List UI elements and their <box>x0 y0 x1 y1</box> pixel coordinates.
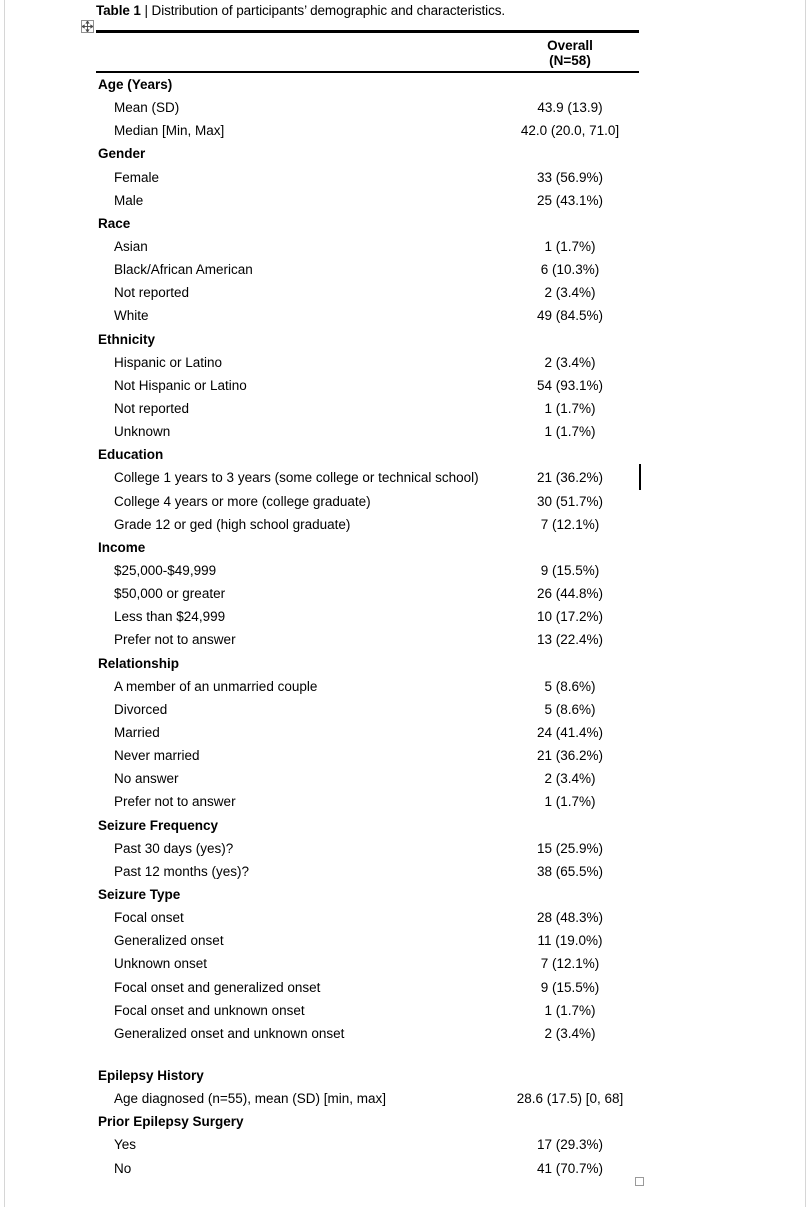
row-value: 33 (56.9%) <box>536 169 604 185</box>
table-move-handle[interactable] <box>81 20 94 33</box>
row-value: 2 (3.4%) <box>544 771 596 787</box>
table-caption-text: Distribution of participants’ demographic and characteristics. <box>151 3 506 18</box>
table-row <box>96 166 639 189</box>
row-value: 1 (1.7%) <box>544 424 596 440</box>
table-row <box>96 189 639 212</box>
section-header-row <box>96 536 639 559</box>
table-top-rule <box>96 30 639 33</box>
row-label: Age diagnosed (n=55), mean (SD) [min, max] <box>114 1091 387 1107</box>
table-row <box>96 281 639 304</box>
table-row <box>96 860 639 883</box>
row-value: 9 (15.5%) <box>540 979 600 995</box>
page-right-edge <box>805 0 806 1207</box>
row-label: No answer <box>114 771 179 787</box>
section-header-row <box>96 443 639 466</box>
row-label: Focal onset <box>114 910 184 926</box>
table-row <box>96 952 639 975</box>
row-value: 49 (84.5%) <box>536 308 604 324</box>
row-value: 25 (43.1%) <box>536 192 604 208</box>
table-row <box>96 490 639 513</box>
row-label: Mean (SD) <box>114 100 180 116</box>
row-value: 1 (1.7%) <box>544 794 596 810</box>
section-header-row <box>96 73 639 96</box>
table-row <box>96 513 639 536</box>
text-cursor <box>639 464 641 490</box>
table-row <box>96 119 639 142</box>
row-label: Not Hispanic or Latino <box>114 377 247 393</box>
table-row <box>96 1133 639 1156</box>
table-resize-handle[interactable] <box>635 1177 644 1186</box>
row-value: 17 (29.3%) <box>536 1137 604 1153</box>
row-label: College 1 years to 3 years (some college or technical school) <box>114 470 479 486</box>
table-row <box>96 744 639 767</box>
row-value: 5 (8.6%) <box>544 701 596 717</box>
table-row <box>96 721 639 744</box>
row-label: White <box>114 308 149 324</box>
row-value: 24 (41.4%) <box>536 725 604 740</box>
row-value: 43.9 (13.9) <box>537 100 603 116</box>
column-header-line1: Overall <box>547 38 593 53</box>
table-row <box>96 420 639 443</box>
row-label: Asian <box>114 239 148 255</box>
table-row <box>96 628 639 651</box>
table-caption <box>96 3 505 19</box>
row-label: Hispanic or Latino <box>114 354 223 370</box>
section-header-label: Ethnicity <box>98 331 156 347</box>
row-label: Less than $24,999 <box>114 609 226 625</box>
row-label: Divorced <box>114 701 168 717</box>
row-value: 2 (3.4%) <box>544 285 596 301</box>
row-label: A member of an unmarried couple <box>114 678 318 694</box>
table-row <box>96 1087 639 1110</box>
section-gap <box>96 1045 639 1064</box>
row-value: 7 (12.1%) <box>540 956 600 972</box>
row-label: College 4 years or more (college graduate) <box>114 493 371 509</box>
section-header-row <box>96 1064 639 1087</box>
row-label: Generalized onset <box>114 933 224 949</box>
row-value: 5 (8.6%) <box>544 678 596 694</box>
row-label: Past 30 days (yes)? <box>114 840 234 856</box>
table-caption-separator: | <box>140 3 152 18</box>
row-value: 13 (22.4%) <box>536 632 604 648</box>
table-row <box>96 351 639 374</box>
section-header-label: Seizure Frequency <box>98 817 219 833</box>
table-row <box>96 1156 639 1179</box>
row-label: Yes <box>114 1137 137 1153</box>
row-label: $25,000-$49,999 <box>114 563 217 579</box>
table-row <box>96 975 639 998</box>
section-header-row <box>96 142 639 165</box>
row-label: Unknown onset <box>114 956 208 972</box>
table-row <box>96 906 639 929</box>
row-value: 15 (25.9%) <box>536 840 604 856</box>
table-row <box>96 790 639 813</box>
table-row <box>96 837 639 860</box>
section-header-label: Seizure Type <box>98 886 181 902</box>
column-header-line2: (N=58) <box>549 53 591 68</box>
row-label: Female <box>114 169 160 185</box>
table-row <box>96 96 639 119</box>
row-label: Not reported <box>114 401 190 417</box>
row-label: Prefer not to answer <box>114 794 236 810</box>
row-label: Grade 12 or ged (high school graduate) <box>114 516 351 532</box>
row-value: 38 (65.5%) <box>536 863 604 879</box>
row-value: 26 (44.8%) <box>536 586 604 602</box>
row-value: 11 (19.0%) <box>537 933 603 949</box>
row-label: Focal onset and generalized onset <box>114 979 321 995</box>
section-header-row <box>96 212 639 235</box>
row-value: 1 (1.7%) <box>544 1002 596 1018</box>
table-row <box>96 304 639 327</box>
table-row <box>96 258 639 281</box>
table-row <box>96 582 639 605</box>
row-value: 30 (51.7%) <box>536 493 604 509</box>
section-header-label: Age (Years) <box>98 77 173 93</box>
row-label: Black/African American <box>114 262 253 278</box>
section-header-row <box>96 1110 639 1133</box>
table-row <box>96 767 639 790</box>
section-header-row <box>96 814 639 837</box>
row-label: Prefer not to answer <box>114 632 236 648</box>
section-header-label: Education <box>98 447 164 463</box>
table-row <box>96 605 639 628</box>
section-header-row <box>96 883 639 906</box>
section-header-label: Race <box>98 215 131 231</box>
table-row <box>96 235 639 258</box>
row-value: 6 (10.3%) <box>540 262 600 278</box>
row-value: 21 (36.2%) <box>536 748 604 764</box>
move-icon <box>82 21 93 32</box>
page-left-edge <box>4 0 5 1207</box>
row-label: Married <box>114 725 160 740</box>
row-label: $50,000 or greater <box>114 586 226 602</box>
section-header-row <box>96 652 639 675</box>
row-value: 9 (15.5%) <box>540 563 600 579</box>
table-row <box>96 374 639 397</box>
row-label: Median [Min, Max] <box>114 123 225 139</box>
row-value: 28 (48.3%) <box>536 910 604 926</box>
row-value: 2 (3.4%) <box>544 354 596 370</box>
row-label: Past 12 months (yes)? <box>114 863 250 879</box>
table-caption-label: Table 1 <box>96 3 141 18</box>
table-row <box>96 929 639 952</box>
row-value: 10 (17.2%) <box>536 609 604 625</box>
table-row <box>96 559 639 582</box>
section-header-label: Relationship <box>98 655 180 671</box>
row-value: 41 (70.7%) <box>536 1160 604 1176</box>
table-row <box>96 698 639 721</box>
row-value: 1 (1.7%) <box>544 401 596 417</box>
table-body <box>96 73 639 1180</box>
row-label: Focal onset and unknown onset <box>114 1002 305 1018</box>
column-header-overall <box>501 38 639 68</box>
section-header-label: Prior Epilepsy Surgery <box>98 1114 244 1130</box>
row-value: 54 (93.1%) <box>536 377 604 393</box>
table-row <box>96 397 639 420</box>
table-row <box>96 999 639 1022</box>
row-label: Unknown <box>114 424 171 440</box>
row-value: 7 (12.1%) <box>540 516 600 532</box>
table-row <box>96 1022 639 1045</box>
row-label: Generalized onset and unknown onset <box>114 1025 345 1041</box>
row-value: 1 (1.7%) <box>544 239 596 255</box>
row-value: 2 (3.4%) <box>544 1025 596 1041</box>
row-label: Never married <box>114 748 200 764</box>
section-header-label: Income <box>98 539 146 555</box>
section-header-label: Epilepsy History <box>98 1067 204 1083</box>
table-row <box>96 675 639 698</box>
table-row <box>96 466 639 489</box>
row-value: 42.0 (20.0, 71.0] <box>520 123 620 139</box>
row-value: 28.6 (17.5) [0, 68] <box>516 1091 624 1107</box>
row-value: 21 (36.2%) <box>536 470 604 486</box>
row-label: No <box>114 1160 132 1176</box>
section-header-label: Gender <box>98 146 146 162</box>
row-label: Male <box>114 192 144 208</box>
row-label: Not reported <box>114 285 190 301</box>
section-header-row <box>96 328 639 351</box>
